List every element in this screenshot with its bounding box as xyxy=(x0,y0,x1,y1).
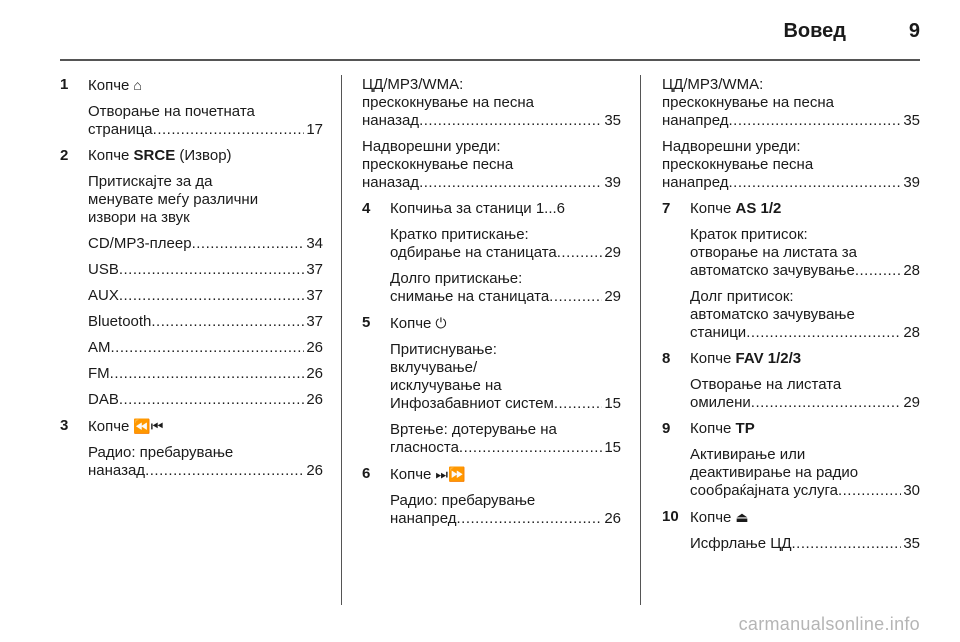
item-text: прескокнување на песна xyxy=(662,94,834,111)
page-ref[interactable]: Bluetooth ..... 37 xyxy=(88,313,323,331)
item-text: Радио: пребарување xyxy=(88,444,234,461)
column-divider-1 xyxy=(341,75,342,605)
item-5 xyxy=(362,314,621,457)
item-label: Копче xyxy=(88,77,130,94)
item-text: Отворање на листата xyxy=(690,376,842,393)
page-ref[interactable]: USB ..... 37 xyxy=(88,261,323,279)
page-ref[interactable]: FM ..... 26 xyxy=(88,365,323,383)
page-ref[interactable]: гласноста ..... 15 xyxy=(390,439,621,457)
button-name: AS 1/2 xyxy=(735,200,782,217)
item-text: Радио: пребарување xyxy=(390,492,536,509)
watermark: carmanualsonline.info xyxy=(738,614,920,634)
item-text: исклучување на xyxy=(390,377,502,394)
item-text: Притиснување: xyxy=(390,341,497,358)
item-text: Надворешни уреди: xyxy=(662,138,801,155)
item-text: вклучување/ xyxy=(390,359,478,376)
item-1 xyxy=(60,76,323,139)
page-number: 9 xyxy=(908,20,920,42)
item-text: извори на звук xyxy=(88,209,190,226)
column-3 xyxy=(662,76,920,561)
page-title: Вовед xyxy=(783,20,846,42)
item-4 xyxy=(362,200,621,306)
item-text: деактивирање на радио xyxy=(690,464,859,481)
seek-forward-icon: ⏭⏩ xyxy=(435,466,466,482)
item-number: 8 xyxy=(662,350,671,367)
item-number: 9 xyxy=(662,420,671,437)
page-ref[interactable]: нанапред ..... 26 xyxy=(390,510,621,528)
item-text: Краток притисок: xyxy=(690,226,808,243)
home-icon: ⌂ xyxy=(133,77,142,93)
item-2: 2 Копче SRCE (Извор) Притискајте за да менувате меѓу различни извори на звук CD/MP3-плеер ..... 34 USB ..... 37 AUX ..... 37 Bluetooth ..... 37 AM ..... 26 FM ..... 26 DAB ..... 26 xyxy=(60,147,323,409)
item-text: прескокнување песна xyxy=(662,156,814,173)
item-number: 3 xyxy=(60,417,69,434)
item-text: Долг притисок: xyxy=(690,288,794,305)
button-name: SRCE xyxy=(133,147,176,164)
item-text: прескокнување песна xyxy=(362,156,514,173)
item-3 xyxy=(60,417,323,480)
page-ref[interactable]: наназад ..... 39 xyxy=(362,174,621,192)
page-ref[interactable]: автоматско зачувување ..... 28 xyxy=(690,262,920,280)
page-ref[interactable]: наназад ..... 35 xyxy=(362,112,621,130)
item-text: ЦД/MP3/WMA: xyxy=(662,76,764,93)
item-number: 7 xyxy=(662,200,671,217)
item-6-continued xyxy=(662,76,920,192)
page-ref[interactable]: снимање на станицата ..... 29 xyxy=(390,288,621,306)
column-1 xyxy=(60,76,323,488)
item-text: Активирање или xyxy=(690,446,806,463)
page-ref[interactable]: Инфозабавниот систем ..... 15 xyxy=(390,395,621,413)
header-rule xyxy=(60,59,920,61)
page-ref[interactable]: DAB ..... 26 xyxy=(88,391,323,409)
item-text: менувате меѓу различни xyxy=(88,191,259,208)
item-9: 9 Копче TP Активирање или деактивирање на радио сообраќајната услуга ..... 30 xyxy=(662,420,920,500)
item-text: автоматско зачувување xyxy=(690,306,855,323)
item-label: Копче xyxy=(690,509,732,526)
page-ref[interactable]: Исфрлање ЦД ..... 35 xyxy=(690,535,920,553)
eject-icon: ⏏ xyxy=(735,509,749,525)
page-header xyxy=(60,0,920,58)
item-text: Кратко притискање: xyxy=(390,226,529,243)
page-ref[interactable]: CD/MP3-плеер ..... 34 xyxy=(88,235,323,253)
page-ref[interactable]: наназад ..... 26 xyxy=(88,462,323,480)
page-ref[interactable]: AM ..... 26 xyxy=(88,339,323,357)
page-ref[interactable]: AUX ..... 37 xyxy=(88,287,323,305)
item-text: Надворешни уреди: xyxy=(362,138,501,155)
column-2 xyxy=(362,76,621,536)
item-label: Копче xyxy=(88,418,130,435)
button-name: FAV 1/2/3 xyxy=(735,350,802,367)
item-8: 8 Копче FAV 1/2/3 Отворање на листата омилени ..... 29 xyxy=(662,350,920,412)
item-6 xyxy=(362,465,621,528)
seek-back-icon: ⏪⏮ xyxy=(133,418,164,434)
item-label: Копче xyxy=(390,466,432,483)
item-label: Копче xyxy=(390,315,432,332)
item-number: 10 xyxy=(662,508,679,525)
page-ref[interactable]: одбирање на станицата ..... 29 xyxy=(390,244,621,262)
item-text: ЦД/MP3/WMA: xyxy=(362,76,464,93)
item-text: отворање на листата за xyxy=(690,244,857,261)
item-number: 4 xyxy=(362,200,371,217)
item-text: прескокнување на песна xyxy=(362,94,534,111)
page-ref[interactable]: станици ..... 28 xyxy=(690,324,920,342)
item-3-continued xyxy=(362,76,621,192)
column-divider-2 xyxy=(640,75,641,605)
item-7: 7 Копче AS 1/2 Краток притисок: отворање на листата за автоматско зачувување ..... 28 Долг притисок: автоматско зачувување станици ..... 28 xyxy=(662,200,920,342)
item-text: Притискајте за да xyxy=(88,173,213,190)
power-icon: ⏻ xyxy=(435,315,447,331)
item-number: 1 xyxy=(60,76,69,93)
item-number: 5 xyxy=(362,314,371,331)
item-label: Копчиња за станици 1...6 xyxy=(390,200,566,217)
button-name: TP xyxy=(735,420,755,437)
item-10 xyxy=(662,508,920,553)
item-number: 6 xyxy=(362,465,371,482)
item-text: Вртење: дотерување на xyxy=(390,421,557,438)
item-text: Долго притискање: xyxy=(390,270,523,287)
page-ref[interactable]: нанапред ..... 39 xyxy=(662,174,920,192)
item-number: 2 xyxy=(60,147,69,164)
page-ref[interactable]: страница ..... 17 xyxy=(88,121,323,139)
item-text: Отворање на почетната xyxy=(88,103,255,120)
page-ref[interactable]: нанапред ..... 35 xyxy=(662,112,920,130)
page-ref[interactable]: омилени ..... 29 xyxy=(690,394,920,412)
page-ref[interactable]: сообраќајната услуга ..... 30 xyxy=(690,482,920,500)
